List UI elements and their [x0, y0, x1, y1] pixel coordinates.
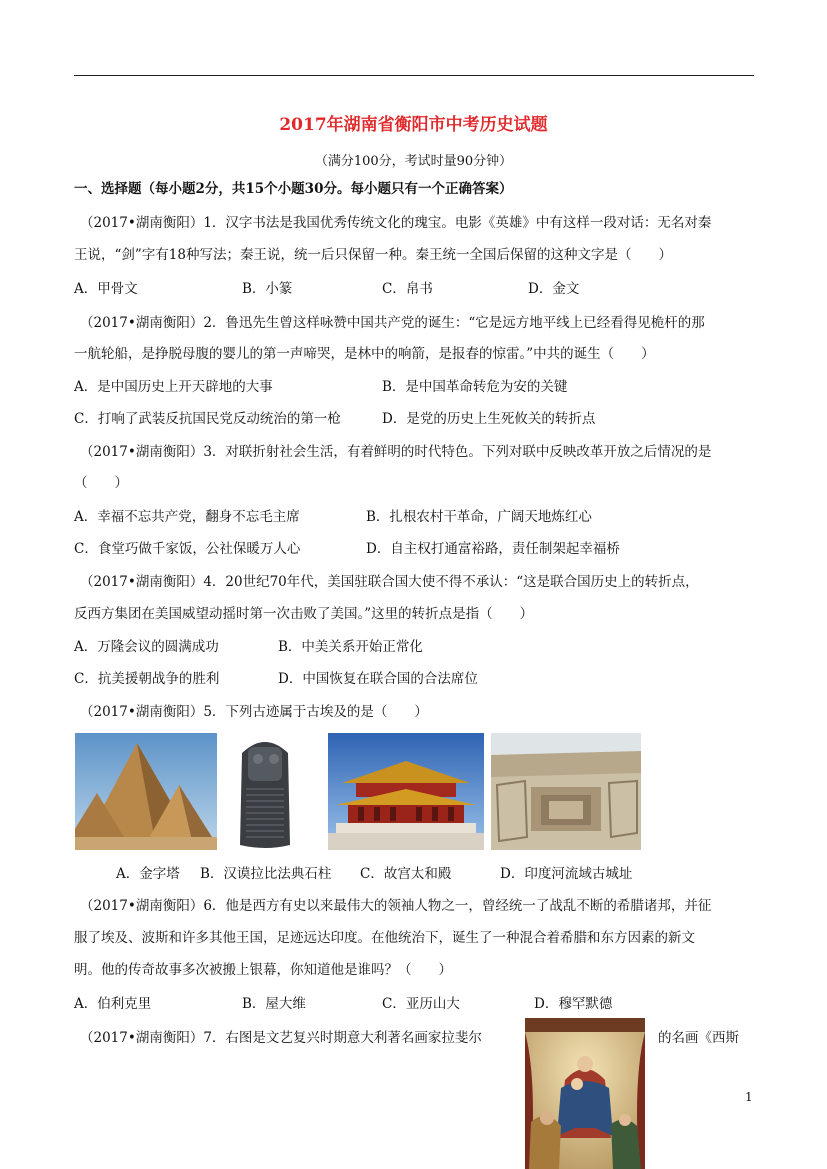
q1-option-d: D．金文	[528, 281, 580, 297]
question-4-line-1: （2017•湖南衡阳）4．20世纪70年代，美国驻联合国大使不得不承认：“这是联合国历史上的转折点，	[80, 574, 699, 590]
q6-option-c: C．亚历山大	[382, 996, 460, 1012]
question-5-line-1: （2017•湖南衡阳）5．下列古迹属于古埃及的是（ ）	[80, 704, 428, 720]
question-3-line-2: （ ）	[74, 475, 128, 491]
question-4-line-2: 反西方集团在美国威望动摇时第一次击败了美国。”这里的转折点是指（ ）	[74, 606, 534, 622]
question-6-line-3: 明。他的传奇故事多次被搬上银幕，你知道他是谁吗？（ ）	[74, 962, 452, 978]
q6-option-a: A．伯利克里	[74, 996, 152, 1012]
question-6-line-2: 服了埃及、波斯和许多其他王国，足迹远达印度。在他统治下，诞生了一种混合着希腊和东方因素的新文	[74, 930, 695, 946]
q3-option-a: A．幸福不忘共产党，翻身不忘毛主席	[74, 509, 300, 525]
q5-option-c: C．故宫太和殿	[360, 866, 452, 882]
q2-option-b: B．是中国革命转危为安的关键	[382, 379, 568, 395]
question-1-line-2: 王说，“剑”字有18种写法；秦王说，统一后只保留一种。秦王统一全国后保留的这种文字是（ ）	[74, 247, 672, 263]
q4-option-c: C．抗美援朝战争的胜利	[74, 671, 220, 687]
question-7-line-1b: 的名画《西斯	[658, 1030, 739, 1046]
q4-option-b: B．中美关系开始正常化	[278, 639, 423, 655]
page-number: 1	[745, 1090, 753, 1104]
q2-option-a: A．是中国历史上开天辟地的大事	[74, 379, 273, 395]
q4-option-a: A．万隆会议的圆满成功	[74, 639, 219, 655]
pyramids-image	[75, 733, 217, 850]
page-title: 2017年湖南省衡阳市中考历史试题	[279, 115, 548, 135]
exam-info: （满分100分，考试时量90分钟）	[314, 154, 513, 169]
q3-option-b: B．扎根农村干革命，广阔天地炼红心	[366, 509, 592, 525]
q6-option-d: D．穆罕默德	[534, 996, 613, 1012]
q3-option-c: C．食堂巧做千家饭，公社保暖万人心	[74, 541, 301, 557]
question-1-line-1: （2017•湖南衡阳）1．汉字书法是我国优秀传统文化的瑰宝。电影《英雄》中有这样一段对话：无名对秦	[80, 215, 712, 231]
q1-option-b: B．小篆	[242, 281, 293, 297]
q5-option-d: D．印度河流域古城址	[500, 866, 633, 882]
section-heading: 一、选择题（每小题2分，共15个小题30分。每小题只有一个正确答案）	[74, 181, 513, 197]
q4-option-d: D．中国恢复在联合国的合法席位	[278, 671, 478, 687]
sistine-madonna-image	[525, 1018, 645, 1169]
hall-of-supreme-harmony-image	[328, 733, 484, 850]
q3-option-d: D．自主权打通富裕路，责任制架起幸福桥	[366, 541, 620, 557]
q5-option-b: B．汉谟拉比法典石柱	[200, 866, 332, 882]
q2-option-d: D．是党的历史上生死攸关的转折点	[382, 411, 596, 427]
q5-option-a: A．金字塔	[116, 866, 180, 882]
question-3-line-1: （2017•湖南衡阳）3．对联折射社会生活，有着鲜明的时代特色。下列对联中反映改革开放之后情况的是	[80, 444, 712, 460]
header-rule	[74, 75, 754, 76]
q1-option-c: C．帛书	[382, 281, 433, 297]
question-7-line-1a: （2017•湖南衡阳）7．右图是文艺复兴时期意大利著名画家拉斐尔	[80, 1030, 482, 1046]
q6-option-b: B．屋大维	[242, 996, 306, 1012]
q1-option-a: A．甲骨文	[74, 281, 138, 297]
q2-option-c: C．打响了武装反抗国民党反动统治的第一枪	[74, 411, 341, 427]
indus-valley-ruins-image	[491, 733, 641, 850]
code-of-hammurabi-image	[236, 733, 294, 850]
question-6-line-1: （2017•湖南衡阳）6．他是西方有史以来最伟大的领袖人物之一，曾经统一了战乱不断的希腊诸邦，并征	[80, 898, 712, 914]
question-2-line-1: （2017•湖南衡阳）2．鲁迅先生曾这样咏赞中国共产党的诞生：“它是远方地平线上已经看得见桅杆的那	[80, 315, 705, 331]
question-2-line-2: 一航轮船，是挣脱母腹的婴儿的第一声啼哭，是林中的响箭，是报春的惊雷。”中共的诞生（ ）	[74, 346, 655, 362]
